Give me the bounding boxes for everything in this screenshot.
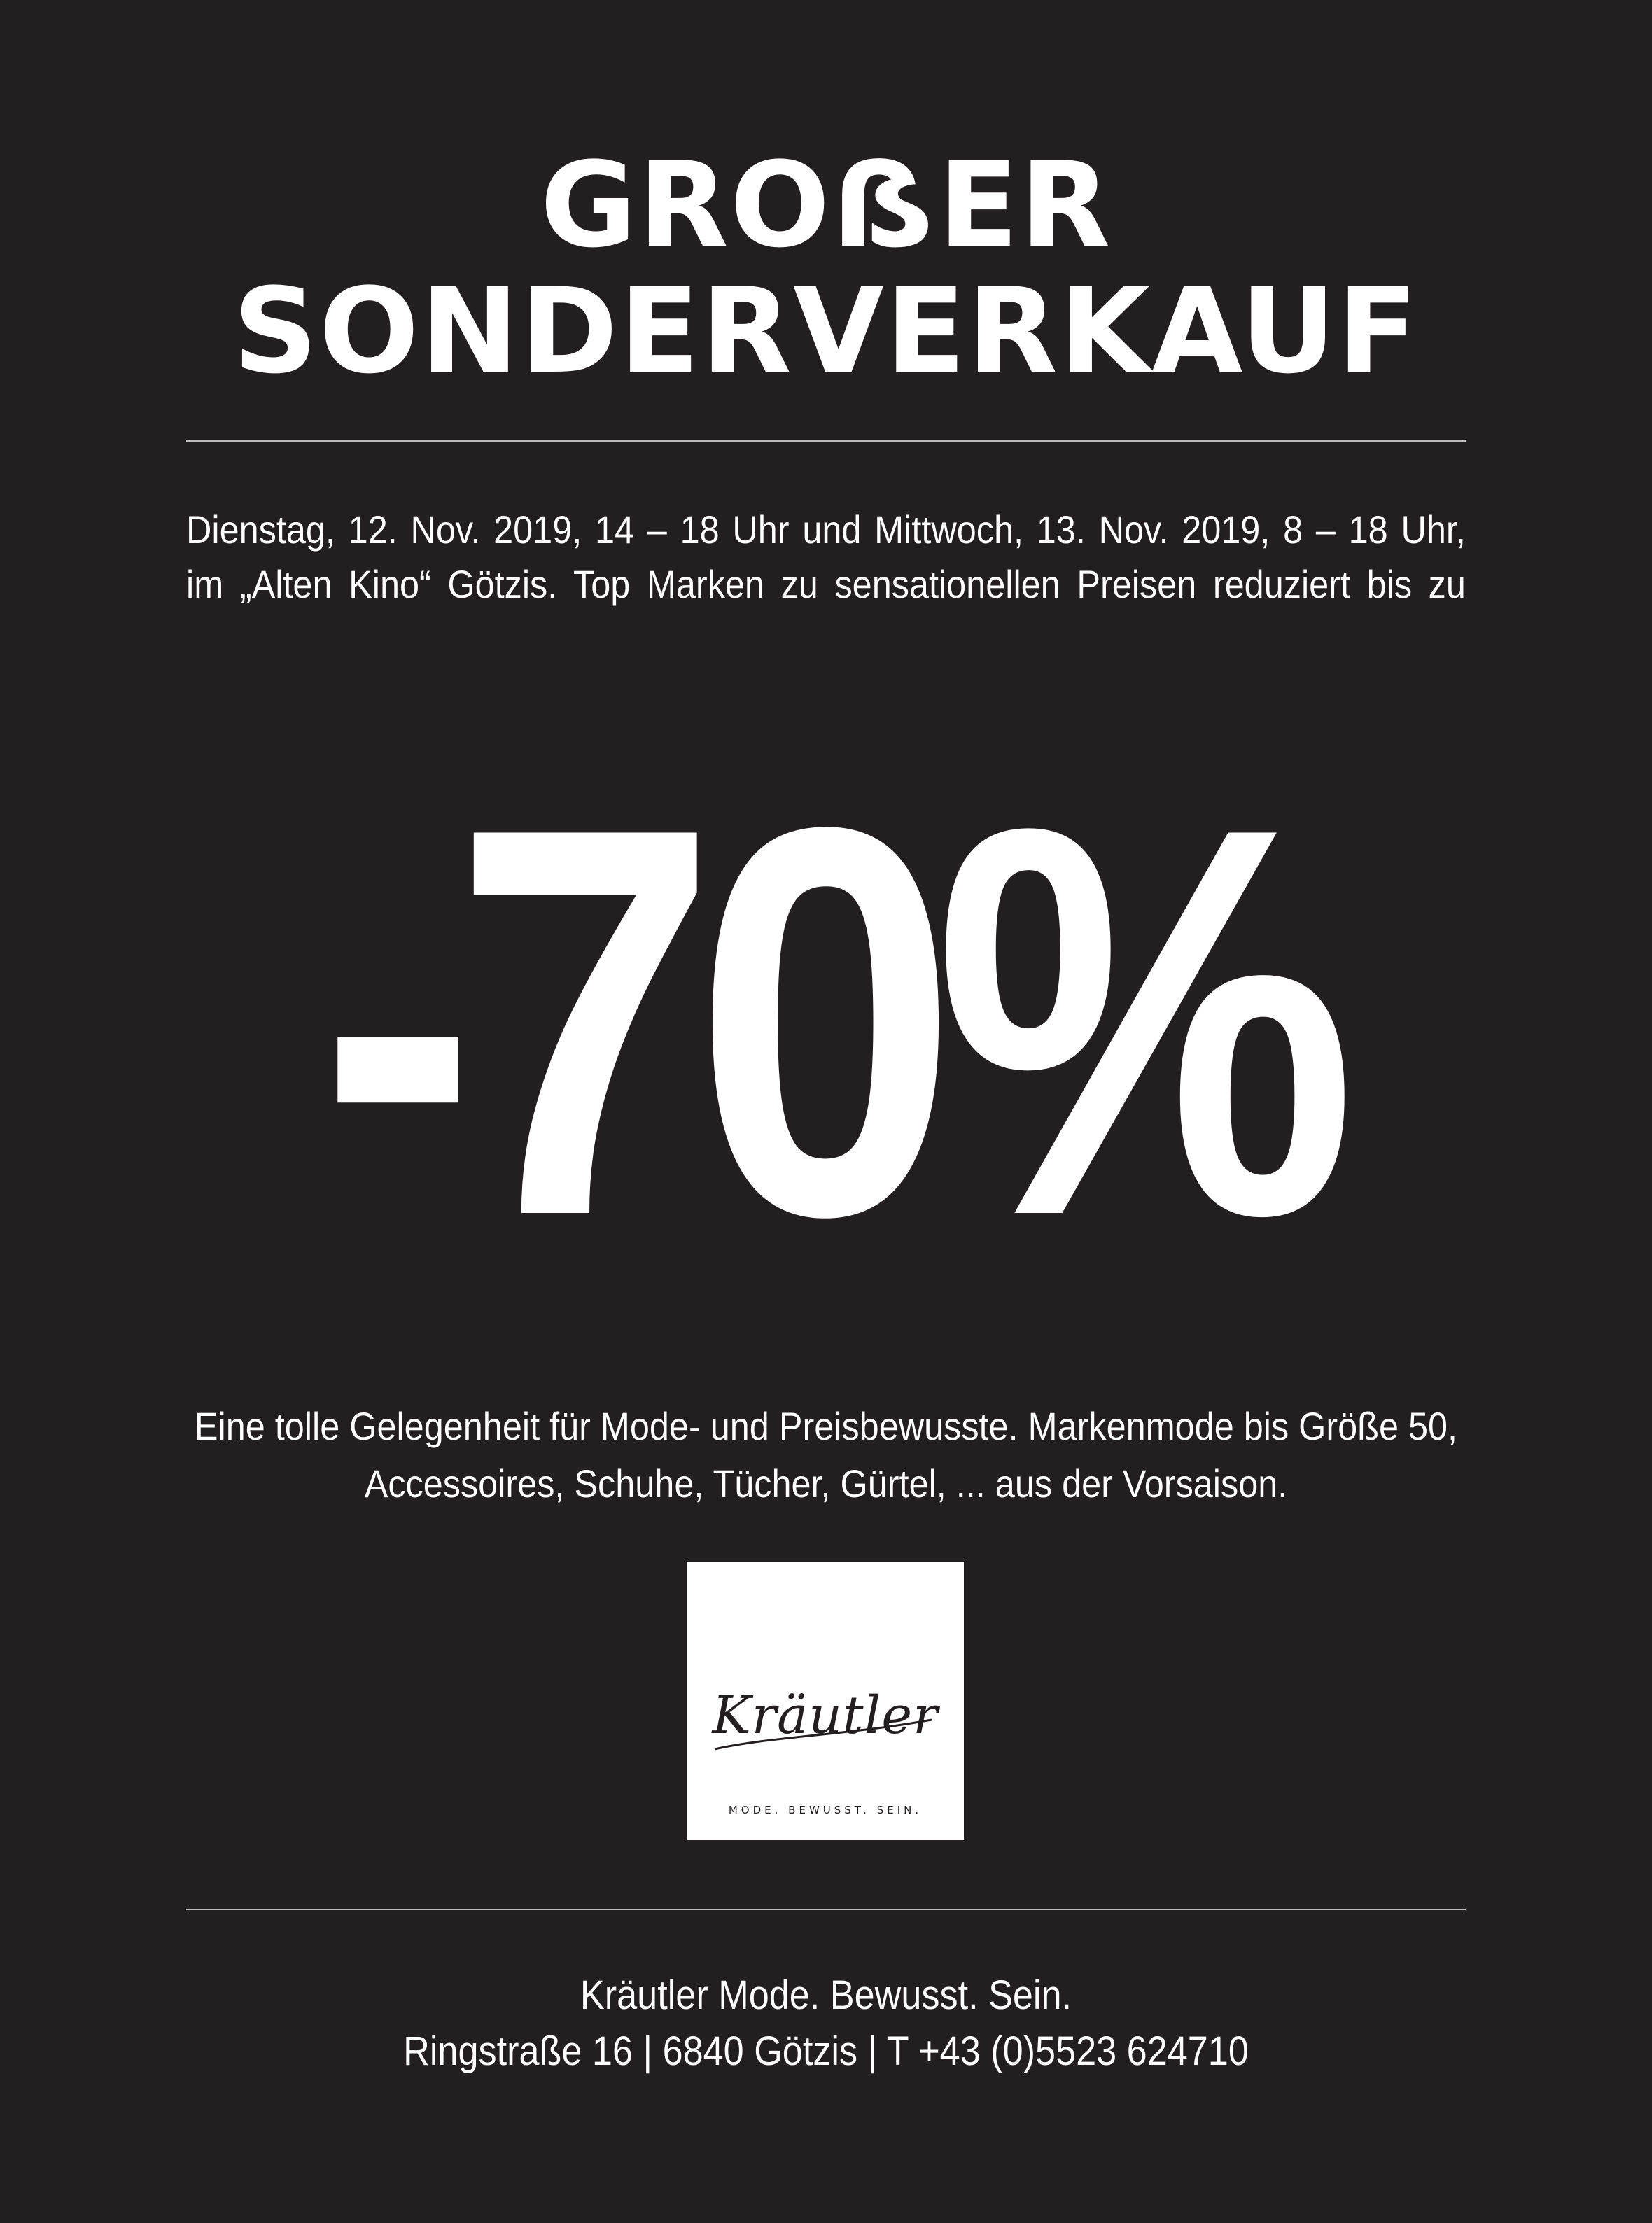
bottom-divider: [186, 1909, 1466, 1910]
footer-address-line: Ringstraße 16 | 6840 Götzis | T +43 (0)5523 624710: [403, 2028, 1249, 2074]
logo-wordmark: Kräutler: [712, 1685, 939, 1746]
event-dates-line: Dienstag, 12. Nov. 2019, 14 – 18 Uhr und Mittwoch, 13. Nov. 2019, 8 – 18 Uhr,: [186, 507, 1466, 552]
footer-brand-line: Kräutler Mode. Bewusst. Sein.: [580, 1972, 1072, 2018]
logo-tagline: MODE. BEWUSST. SEIN.: [728, 1804, 923, 1816]
headline-line-2: SONDERVERKAUF: [232, 262, 1420, 400]
headline-line-1: GROẞER: [540, 136, 1112, 274]
discount-percentage: -70%: [318, 713, 1334, 1331]
description-line-1: Eine tolle Gelegenheit für Mode- und Preisbewusste. Markenmode bis Größe 50,: [194, 1404, 1458, 1448]
description-line-2: Accessoires, Schuhe, Tücher, Gürtel, ... aus der Vorsaison.: [364, 1461, 1288, 1506]
brand-logo: [687, 1562, 964, 1840]
event-location-line: im „Alten Kino“ Götzis. Top Marken zu sensationellen Preisen reduziert bis zu: [186, 562, 1466, 606]
top-divider: [186, 440, 1466, 442]
